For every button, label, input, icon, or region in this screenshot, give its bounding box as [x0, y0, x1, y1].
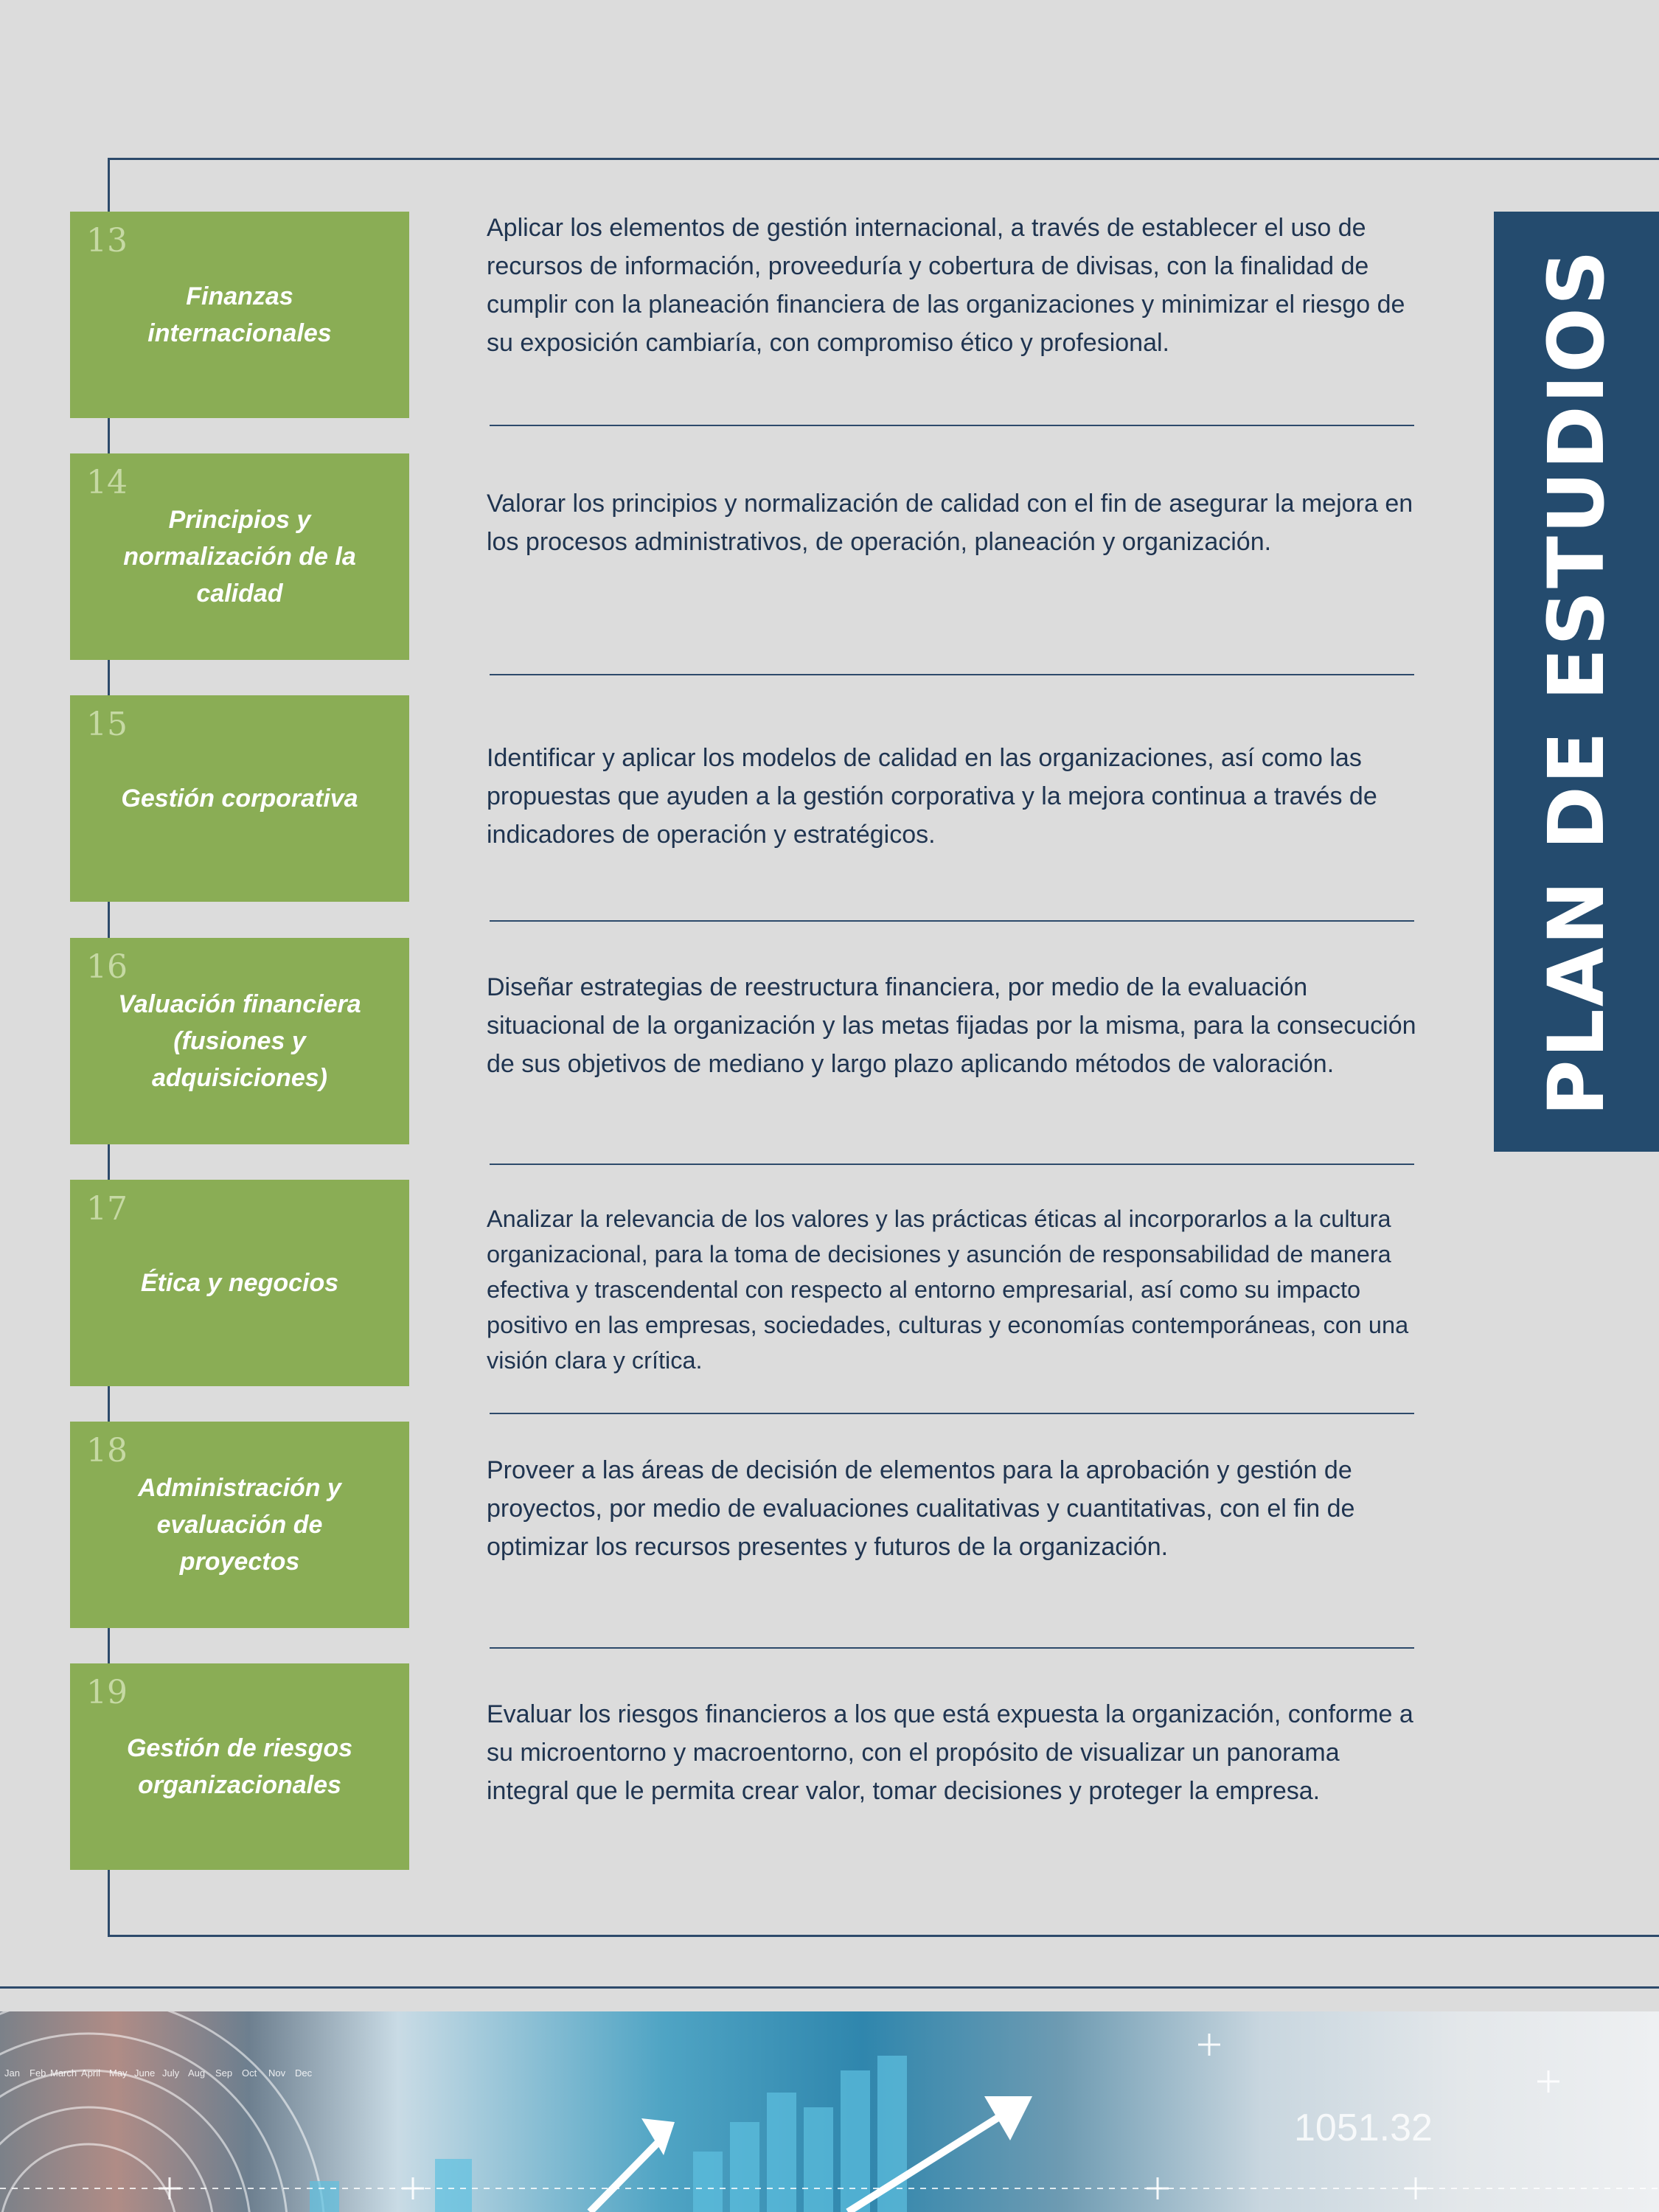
course-box-19 [70, 1663, 409, 1870]
course-title-line: Administración y [138, 1474, 341, 1502]
course-description-19: Evaluar los riesgos financieros a los que está expuesta la organización, conforme a su microentorno y macroentorno, con el propósito de visualizar un panorama integral que le permita crear valor, tomar decisiones y proteger la empresa. [487, 1700, 1413, 1805]
side-banner-title: PLAN DE ESTUDIOS [1531, 247, 1621, 1116]
month-label: June [134, 2067, 156, 2079]
month-label: Sep [215, 2067, 233, 2079]
month-label: March [50, 2067, 77, 2079]
footer-photo [0, 2011, 1659, 2212]
course-box-15 [70, 695, 409, 902]
course-box-16 [70, 938, 409, 1144]
course-title [85, 1422, 394, 1628]
course-title [85, 1180, 394, 1386]
month-label: Dec [295, 2067, 313, 2079]
course-title-line: Principios y [168, 506, 311, 534]
course-title-line: Ética y negocios [140, 1269, 339, 1297]
course-title-line: (fusiones y [173, 1027, 306, 1055]
course-title-line: Gestión corporativa [121, 785, 358, 813]
month-label: Aug [188, 2067, 206, 2079]
course-description-17: Analizar la relevancia de los valores y las prácticas éticas al incorporarlos a la cultura organizacional, para la toma de decisiones y asunción de responsabilidad de manera efectiva y trascendental con respecto al entorno empresarial, así como su impacto positivo en las empresas, sociedades, culturas y economías contemporáneas, con una visión clara y crítica. [487, 1206, 1409, 1374]
course-title-line: proyectos [179, 1548, 300, 1576]
course-number: 15 [86, 706, 128, 743]
course-description-14: Valorar los principios y normalización de calidad con el fin de asegurar la mejora en los procesos administrativos, de operación, planeación y organización. [487, 490, 1413, 556]
month-label: Feb [29, 2067, 46, 2079]
chart-readout: 1051.32 [1294, 2107, 1433, 2149]
course-box-17 [70, 1180, 409, 1386]
side-banner [1494, 212, 1659, 1152]
course-title [85, 1663, 394, 1870]
course-title-line: evaluación de [156, 1511, 323, 1539]
course-number: 14 [86, 464, 128, 501]
course-box-13 [70, 212, 409, 418]
course-title-line: organizacionales [138, 1771, 341, 1799]
course-number: 18 [86, 1432, 128, 1470]
month-label: April [81, 2067, 101, 2079]
divider [490, 425, 1414, 426]
course-title [85, 212, 394, 418]
course-number: 19 [86, 1674, 128, 1711]
divider [490, 1647, 1414, 1649]
course-title-line: Finanzas [186, 282, 293, 310]
divider [490, 1164, 1414, 1165]
course-title-line: internacionales [147, 319, 332, 347]
divider [490, 674, 1414, 675]
frame-top-line [108, 158, 1659, 160]
course-number: 17 [86, 1190, 128, 1228]
divider [490, 920, 1414, 922]
footer-graphics [0, 2011, 1659, 2212]
course-description-18: Proveer a las áreas de decisión de elementos para la aprobación y gestión de proyectos, por medio de evaluaciones cualitativas y cuantitativas, con el fin de optimizar los recursos presentes y futuros de la organización. [487, 1456, 1355, 1561]
month-label: Nov [268, 2067, 286, 2079]
course-box-18 [70, 1422, 409, 1628]
course-title [85, 453, 394, 660]
month-label: Jan [4, 2067, 20, 2079]
divider [490, 1413, 1414, 1414]
course-description-16: Diseñar estrategias de reestructura financiera, por medio de la evaluación situacional de la organización y las metas fijadas por la misma, para la consecución de sus objetivos de mediano y largo plazo aplicando métodos de valoración. [487, 973, 1416, 1078]
frame-bottom-line [108, 1935, 1659, 1937]
course-number: 13 [86, 222, 128, 260]
course-description-13: Aplicar los elementos de gestión internacional, a través de establecer el uso de recursos de información, proveeduría y cobertura de divisas, con la finalidad de cumplir con la planeación financiera de las organizaciones y minimizar el riesgo de su exposición cambiaría, con compromiso ético y profesional. [487, 214, 1405, 357]
course-title-line: normalización de la [123, 543, 356, 571]
course-description-15: Identificar y aplicar los modelos de calidad en las organizaciones, así como las propuestas que ayuden a la gestión corporativa y la mejora continua a través de indicadores de operación y estratégicos. [487, 744, 1377, 849]
course-title-line: Gestión de riesgos [126, 1734, 353, 1762]
course-title [85, 938, 394, 1144]
course-title [85, 695, 394, 902]
course-box-14 [70, 453, 409, 660]
course-title-line: adquisiciones) [151, 1064, 328, 1092]
course-number: 16 [86, 948, 128, 986]
month-label: May [109, 2067, 128, 2079]
course-title-line: calidad [196, 580, 283, 608]
footer-rule [0, 1986, 1659, 1989]
month-label: July [162, 2067, 180, 2079]
month-label: Oct [242, 2067, 257, 2079]
course-title-line: Valuación financiera [118, 990, 361, 1018]
